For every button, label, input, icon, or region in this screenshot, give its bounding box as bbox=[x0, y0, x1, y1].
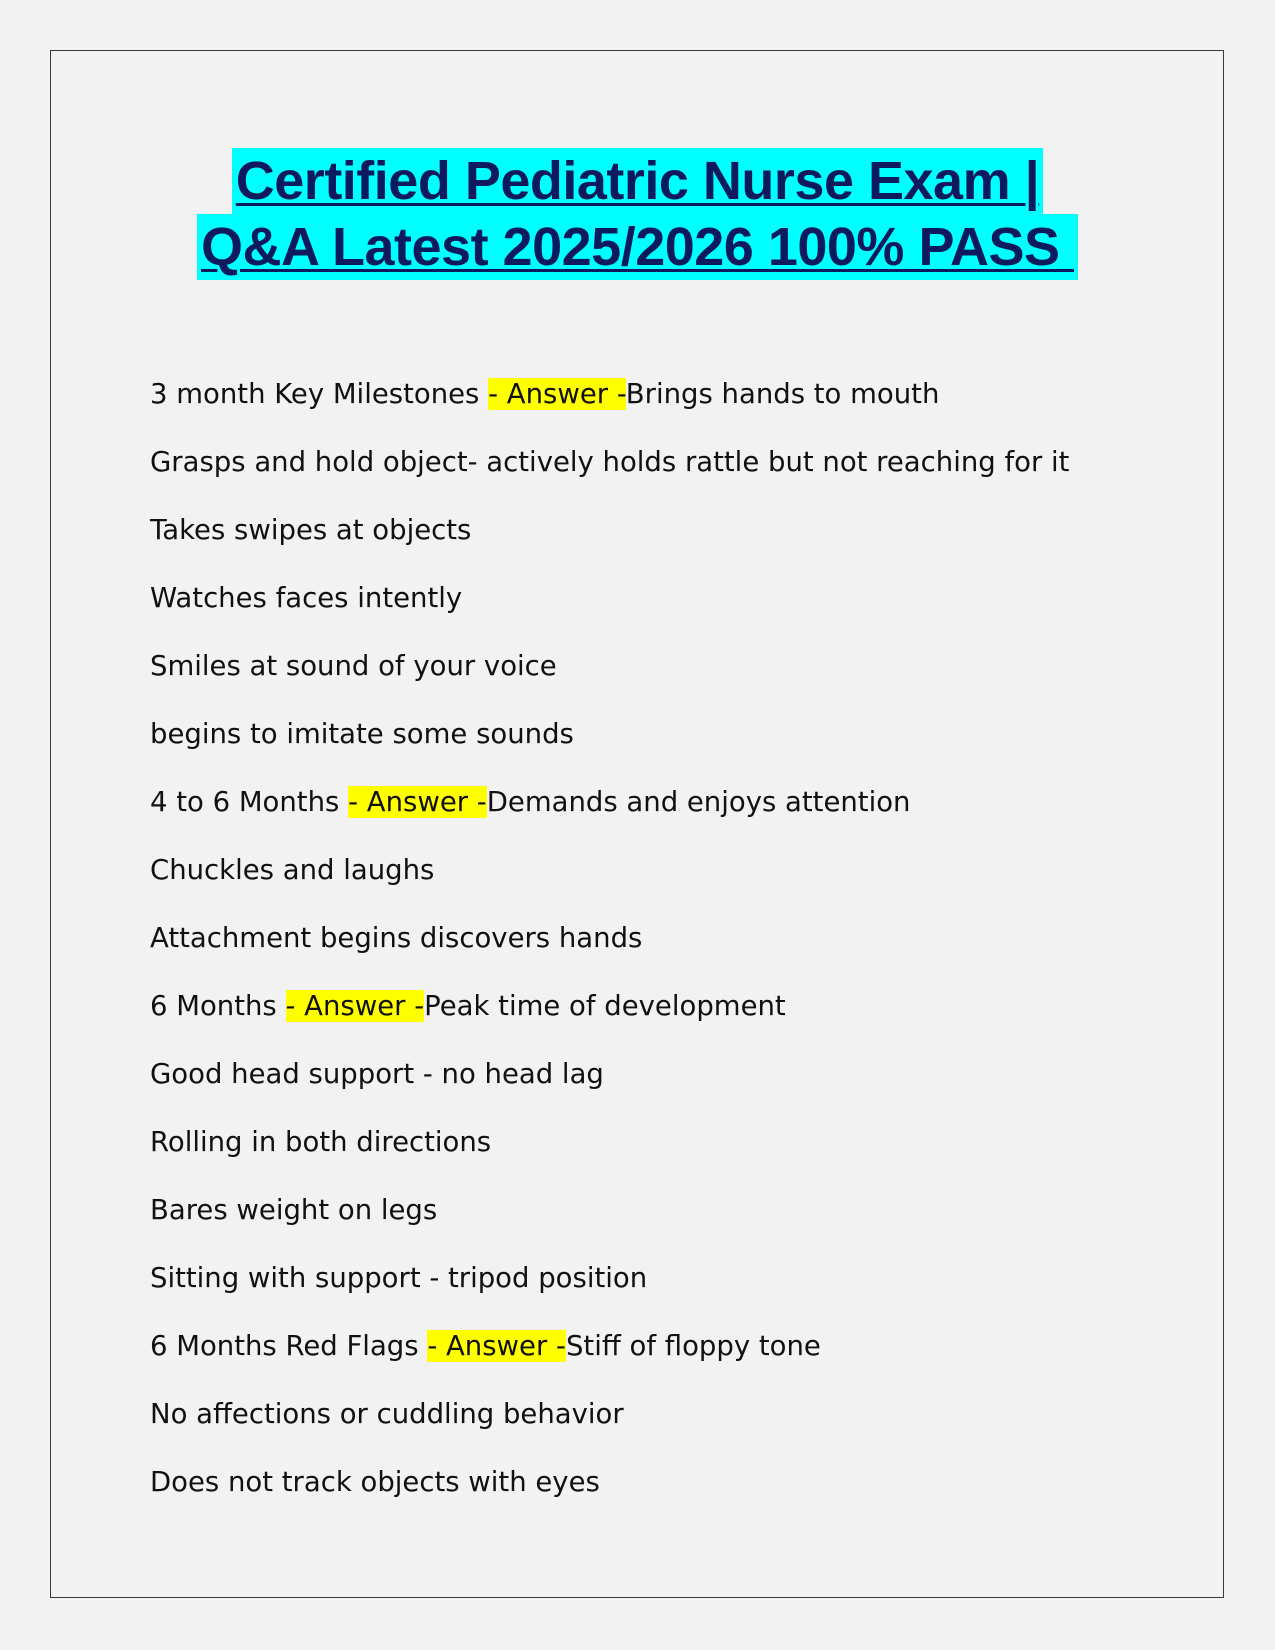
answer-highlight: - Answer - bbox=[285, 990, 425, 1022]
qa-line bbox=[150, 372, 1180, 440]
qa-content bbox=[150, 372, 1180, 1528]
qa-line-text: Bares weight on legs bbox=[150, 1194, 438, 1226]
qa-line bbox=[150, 576, 1180, 644]
qa-line-text: 6 Months Red Flags bbox=[150, 1330, 428, 1362]
qa-line bbox=[150, 712, 1180, 780]
qa-line bbox=[150, 848, 1180, 916]
title-line-2: Q&A Latest 2025/2026 100% PASS bbox=[197, 214, 1078, 280]
qa-line-text: Smiles at sound of your voice bbox=[150, 650, 557, 682]
qa-line-text: Watches faces intently bbox=[150, 582, 463, 614]
qa-line bbox=[150, 1392, 1180, 1460]
qa-line-text: Takes swipes at objects bbox=[150, 514, 472, 546]
qa-line-text: 3 month Key Milestones bbox=[150, 378, 489, 410]
qa-line-text: Sitting with support - tripod position bbox=[150, 1262, 648, 1294]
qa-line-text: Chuckles and laughs bbox=[150, 854, 435, 886]
qa-line bbox=[150, 440, 1180, 508]
qa-line bbox=[150, 1460, 1180, 1528]
qa-line-text: No affections or cuddling behavior bbox=[150, 1398, 624, 1430]
document-title bbox=[100, 148, 1175, 280]
qa-line bbox=[150, 508, 1180, 576]
qa-line-text: Grasps and hold object- actively holds rattle but not reaching for it bbox=[150, 446, 1070, 478]
qa-line-text: begins to imitate some sounds bbox=[150, 718, 574, 750]
qa-line-text: Good head support - no head lag bbox=[150, 1058, 604, 1090]
qa-line-text: Rolling in both directions bbox=[150, 1126, 492, 1158]
qa-line bbox=[150, 1256, 1180, 1324]
qa-line-text: 4 to 6 Months bbox=[150, 786, 349, 818]
answer-highlight: - Answer - bbox=[348, 786, 487, 818]
qa-line-text: Attachment begins discovers hands bbox=[150, 922, 643, 954]
qa-answer-text: Brings hands to mouth bbox=[625, 378, 940, 410]
qa-answer-text: Stiff of floppy tone bbox=[565, 1330, 821, 1362]
qa-line bbox=[150, 1120, 1180, 1188]
qa-line-text: 6 Months bbox=[150, 990, 286, 1022]
qa-line bbox=[150, 1052, 1180, 1120]
qa-answer-text: Peak time of development bbox=[424, 990, 786, 1022]
answer-highlight: - Answer - bbox=[427, 1330, 566, 1362]
qa-line bbox=[150, 1188, 1180, 1256]
qa-line bbox=[150, 916, 1180, 984]
qa-line bbox=[150, 1324, 1180, 1392]
qa-line-text: Does not track objects with eyes bbox=[150, 1466, 600, 1498]
title-line-1: Certified Pediatric Nurse Exam | bbox=[232, 148, 1043, 214]
qa-line bbox=[150, 780, 1180, 848]
answer-highlight: - Answer - bbox=[488, 378, 626, 410]
qa-answer-text: Demands and enjoys attention bbox=[486, 786, 911, 818]
qa-line bbox=[150, 984, 1180, 1052]
qa-line bbox=[150, 644, 1180, 712]
